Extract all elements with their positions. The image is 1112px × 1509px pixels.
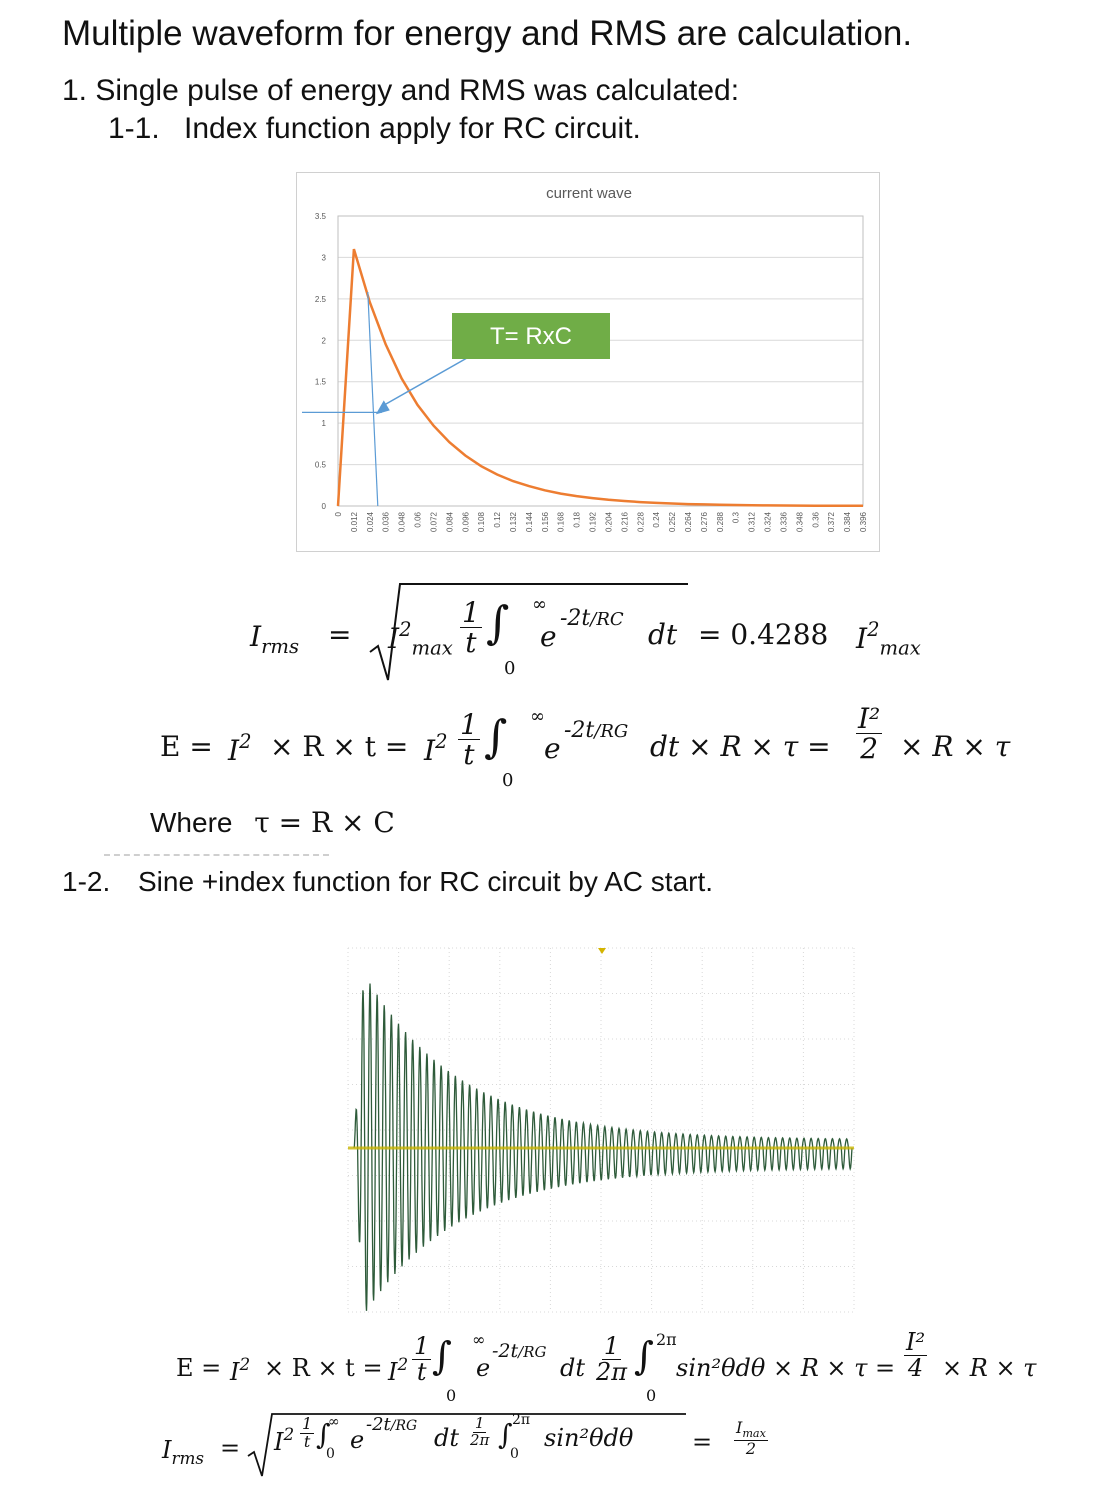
subsection-1-1-heading — [108, 112, 641, 146]
fraction-1-over-2pi: $\frac{1}{2\pi}$ — [470, 1414, 490, 1449]
x-tick-label: 0.276 — [699, 512, 709, 533]
x-tick-label: 0.24 — [652, 512, 662, 528]
imax-squared: $I^2_{max}$ — [388, 618, 453, 660]
equals-sign: = — [328, 618, 352, 651]
integral-lower: 0 — [502, 770, 514, 791]
y-tick-label: 0.5 — [314, 460, 326, 470]
x-tick-label: 0.108 — [477, 512, 487, 533]
x-tick-label: 0.252 — [668, 512, 678, 533]
x-tick-label: 0.36 — [811, 512, 821, 528]
energy-mid: × R × t = — [270, 730, 409, 763]
x-tick-label: 0.396 — [859, 512, 868, 533]
y-tick-label: 2 — [321, 336, 326, 346]
integral-lower: 0 — [446, 1386, 457, 1405]
subsection-number: 1-2. — [62, 866, 111, 897]
x-tick-label: 0.288 — [715, 512, 725, 533]
exp-e: e — [476, 1354, 491, 1382]
integral-lower-2: 0 — [646, 1386, 657, 1405]
chart-title: current wave — [546, 185, 632, 202]
chart-grid — [338, 216, 863, 506]
where-label: Where — [150, 807, 233, 838]
x-tick-label: 0.048 — [397, 512, 407, 533]
x-tick-label: 0.036 — [381, 512, 391, 533]
fraction-i2-over-2: $\frac{\text{I²}}{2}$ — [858, 702, 881, 766]
current-wave-chart — [296, 172, 878, 550]
x-tick-label: 0.096 — [461, 512, 471, 533]
x-tick-label: 0.264 — [684, 512, 693, 533]
sin-term: sin²θdθ × R × τ = — [676, 1354, 896, 1382]
energy-tail: dt × R × τ = — [650, 730, 831, 763]
irms-lhs: $I_{rms}$ — [162, 1436, 205, 1468]
i-squared-2: $I^2$ — [424, 730, 448, 767]
x-tick-label: 0.3 — [731, 512, 741, 524]
energy-lhs: E = — [176, 1354, 222, 1382]
exp-e: e — [540, 620, 557, 653]
fraction-1-over-t: $\frac{1}{t}$ — [302, 1414, 313, 1451]
integral-sign-2: ∫ — [498, 1418, 513, 1451]
x-tick-label: 0.06 — [413, 512, 423, 528]
result-imax: $I^2_{max}$ — [856, 618, 921, 660]
exp-e: e — [544, 732, 561, 765]
integral-upper: ∞ — [532, 594, 547, 615]
fraction-1-over-2pi: $\frac{1}{2\pi}$ — [596, 1332, 628, 1387]
x-tick-label: 0.072 — [429, 512, 439, 533]
dt: dt — [648, 618, 678, 651]
exp-e: e — [350, 1426, 365, 1454]
x-tick-label: 0.324 — [763, 512, 773, 533]
dt: dt — [434, 1424, 460, 1452]
integral-upper-2: 2π — [656, 1330, 677, 1349]
fraction-i2-over-4: $\frac{\text{I²}}{4}$ — [906, 1328, 926, 1383]
x-tick-label: 0.18 — [572, 512, 582, 528]
equation-energy-exp — [160, 700, 1040, 790]
fraction-imax-over-2: $I_{max}$ 2 — [736, 1418, 766, 1458]
x-axis-ticks — [334, 511, 868, 532]
integral-lower: 0 — [504, 658, 516, 679]
i-squared: $I^2$ — [230, 1354, 251, 1387]
series-line — [338, 249, 863, 506]
fraction-1-over-t: $\frac{1}{t}$ — [462, 596, 480, 660]
x-tick-label: 0.012 — [349, 512, 359, 533]
y-tick-label: 0 — [321, 502, 326, 511]
y-axis-ticks — [315, 212, 327, 511]
damped-sine-scope-chart — [344, 944, 858, 1316]
energy-lhs: E = — [160, 730, 213, 763]
integral-sign: ∫ — [316, 1418, 331, 1451]
subsection-title: Sine +index function for RC circuit by AC start. — [138, 866, 714, 897]
integral-upper: ∞ — [472, 1330, 486, 1349]
equation-energy-sine — [176, 1330, 1076, 1410]
dt: dt — [560, 1354, 586, 1382]
subsection-title: Index function apply for RC circuit. — [184, 112, 641, 145]
exponent: -2t/RG — [366, 1414, 418, 1435]
tau-arrow-line — [382, 354, 474, 406]
energy-mid: × R × t = — [264, 1354, 383, 1382]
i-squared: $I^2$ — [274, 1424, 295, 1457]
integral-sign-2: ∫ — [634, 1334, 655, 1379]
fraction-1-over-t: $\frac{1}{t}$ — [414, 1332, 430, 1387]
x-tick-label: 0.312 — [747, 512, 757, 533]
section-number: 1. — [62, 74, 88, 107]
plot-area-border — [338, 216, 863, 506]
y-tick-label: 3.5 — [314, 212, 326, 221]
where-expr: τ = R × C — [254, 806, 395, 839]
integral-sign: ∫ — [484, 710, 508, 763]
integral-lower: 0 — [326, 1446, 335, 1462]
y-tick-label: 1.5 — [314, 377, 326, 387]
integral-upper-2: 2π — [512, 1412, 531, 1428]
integral-lower-2: 0 — [510, 1446, 519, 1462]
subsection-number: 1-1. — [108, 112, 160, 145]
tau-vertical-line — [368, 292, 378, 506]
x-tick-label: 0.372 — [827, 512, 837, 533]
x-tick-label: 0.384 — [843, 512, 853, 533]
x-tick-label: 0.192 — [588, 512, 598, 533]
section-title: Single pulse of energy and RMS was calculated: — [95, 74, 740, 107]
integral-sign: ∫ — [432, 1334, 453, 1379]
scope-grid — [348, 948, 854, 1312]
trigger-marker — [598, 948, 606, 954]
x-tick-label: 0 — [334, 512, 343, 517]
equals-sign: = — [220, 1434, 241, 1462]
equals-sign-2: = — [692, 1428, 713, 1456]
exponent: -2t/RC — [560, 606, 624, 631]
annotation-label: T= RxC — [489, 323, 573, 350]
x-tick-label: 0.216 — [620, 512, 630, 533]
integral-upper: ∞ — [328, 1414, 340, 1430]
energy-end: × R × τ — [942, 1354, 1037, 1382]
energy-end: × R × τ — [900, 730, 1011, 763]
x-tick-label: 0.348 — [795, 512, 805, 533]
x-tick-label: 0.132 — [509, 512, 518, 533]
i-squared: $I^2$ — [228, 730, 252, 767]
irms-lhs: $I_{rms}$ — [250, 620, 300, 658]
x-tick-label: 0.204 — [604, 512, 614, 533]
x-tick-label: 0.336 — [779, 512, 789, 533]
y-tick-label: 1 — [321, 419, 326, 429]
integral-sign: ∫ — [486, 596, 510, 649]
integral-upper: ∞ — [530, 706, 545, 727]
x-tick-label: 0.168 — [556, 512, 566, 533]
page-heading: Multiple waveform for energy and RMS are calculation. — [62, 14, 913, 53]
y-tick-label: 3 — [321, 253, 326, 263]
faded-divider — [104, 854, 329, 856]
x-tick-label: 0.084 — [445, 512, 455, 533]
x-tick-label: 0.12 — [493, 512, 503, 528]
tau-marker — [302, 292, 474, 506]
exponent: -2t/RG — [564, 718, 629, 743]
subsection-1-2-heading — [62, 866, 713, 898]
i-squared-2: $I^2$ — [388, 1354, 409, 1387]
section-1-heading — [62, 74, 739, 108]
x-tick-label: 0.228 — [636, 512, 646, 533]
x-tick-label: 0.144 — [524, 512, 534, 533]
equation-irms-sine — [162, 1412, 802, 1492]
y-tick-label: 2.5 — [314, 294, 326, 304]
tau-annotation — [452, 313, 610, 359]
where-line — [150, 806, 395, 839]
x-tick-label: 0.156 — [540, 512, 550, 533]
sin-term: sin²θdθ — [544, 1424, 634, 1452]
x-tick-label: 0.024 — [365, 512, 375, 533]
exponent: -2t/RG — [492, 1340, 547, 1362]
fraction-1-over-t: $\frac{1}{t}$ — [460, 708, 478, 772]
result-value: = 0.4288 — [698, 618, 829, 651]
